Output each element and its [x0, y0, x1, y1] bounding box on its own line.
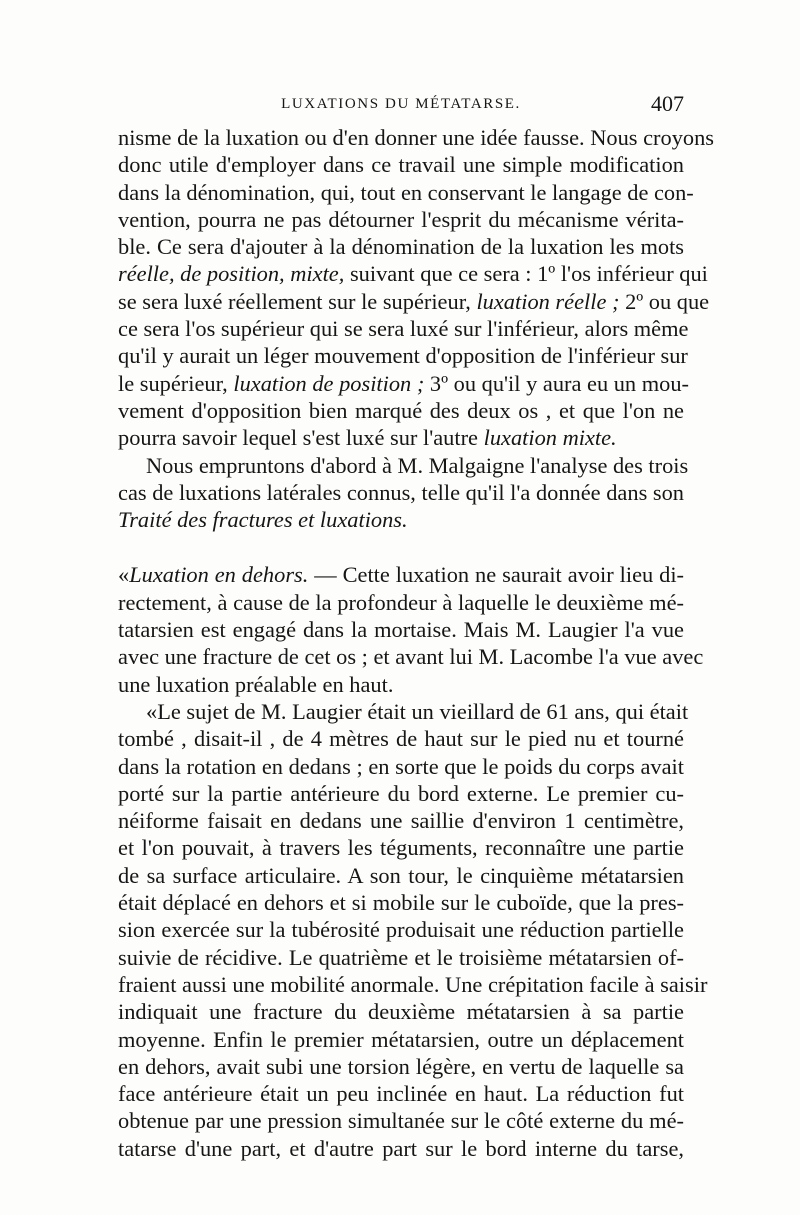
text-line — [118, 671, 684, 698]
text-run: pourra savoir lequel s'est luxé sur l'autre — [118, 425, 484, 451]
text-run: de sa surface articulaire. A son tour, le cinquième métatarsien — [118, 862, 684, 888]
text-run: suivant que ce sera : 1º l'os inférieur qui — [344, 261, 708, 287]
text-run: ble. Ce sera d'ajouter à la dénomination de la luxation les mots — [118, 234, 684, 260]
paragraph-gap — [118, 533, 684, 561]
text-run: se sera luxé réellement sur le supérieur, — [118, 288, 477, 314]
italic-text: Luxation en dehors. — [129, 562, 309, 588]
text-line — [118, 397, 684, 424]
text-line — [118, 179, 694, 206]
text-line — [118, 260, 708, 287]
text-line — [118, 342, 688, 369]
text-line — [118, 1135, 684, 1162]
text-line — [118, 753, 684, 780]
text-run: en dehors, avait subi une torsion légère, en vertu de laquelle sa — [118, 1053, 684, 1079]
text-line — [118, 370, 689, 397]
text-line — [118, 1107, 684, 1134]
text-run: dans la rotation en dedans ; en sorte que le poids du corps avait — [118, 753, 684, 779]
text-run: face antérieure était un peu inclinée en haut. La réduction fut — [118, 1081, 684, 1107]
text-line — [118, 807, 684, 834]
italic-text: luxation mixte. — [483, 425, 617, 451]
text-line — [118, 643, 704, 670]
text-line — [118, 479, 684, 506]
text-run: sion exercée sur la tubérosité produisait une réduction partielle — [118, 917, 684, 943]
text-run: suivie de récidive. Le quatrième et le troisième métatarsien of- — [118, 944, 684, 970]
text-run: une luxation préalable en haut. — [118, 671, 394, 697]
text-run: «Le sujet de M. Laugier était un vieillard de 61 ans, qui était — [146, 698, 689, 724]
text-line — [118, 124, 714, 151]
text-line — [118, 452, 689, 479]
text-line — [118, 206, 684, 233]
text-line — [118, 834, 684, 861]
text-run: vention, pourra ne pas détourner l'esprit du mécanisme vérita- — [118, 206, 684, 232]
paragraph — [118, 452, 689, 534]
page-number: 407 — [651, 91, 684, 116]
text-run: donc utile d'employer dans ce travail une simple modification — [118, 152, 684, 178]
text-line — [118, 916, 684, 943]
text-line — [118, 725, 684, 752]
text-run: obtenue par une pression simultanée sur le côté externe du mé- — [118, 1108, 684, 1134]
text-line — [118, 561, 684, 588]
italic-text: réelle, de position, mixte, — [118, 261, 345, 287]
text-run: fraient aussi une mobilité anormale. Une crépitation facile à saisir — [118, 971, 708, 997]
text-run: qu'il y aurait un léger mouvement d'opposition de l'inférieur sur — [118, 343, 688, 369]
text-run: avec une fracture de cet os ; et avant lui M. Lacombe l'a vue avec — [118, 644, 704, 670]
text-line — [118, 889, 684, 916]
text-line — [118, 1053, 684, 1080]
running-head — [118, 92, 684, 116]
text-line — [118, 315, 689, 342]
text-line — [118, 288, 710, 315]
text-line — [118, 506, 684, 533]
text-line — [118, 151, 684, 178]
text-line — [118, 944, 684, 971]
text-run: cas de luxations latérales connus, telle qu'il l'a donnée dans son — [118, 479, 684, 505]
text-line — [118, 233, 684, 260]
text-run: dans la dénomination, qui, tout en conservant le langage de con- — [118, 179, 694, 205]
text-run: Nous empruntons d'abord à M. Malgaigne l'analyse des trois — [146, 452, 689, 478]
text-line — [118, 1026, 684, 1053]
text-run: vement d'opposition bien marqué des deux os , et que l'on ne — [118, 397, 684, 423]
paragraph — [118, 561, 704, 697]
text-run: tatarsien est engagé dans la mortaise. Mais M. Laugier l'a vue — [118, 617, 684, 643]
text-run: 3º ou qu'il y aura eu un mou- — [424, 370, 689, 396]
italic-text: luxation de position ; — [233, 370, 425, 396]
text-line — [118, 862, 684, 889]
text-run: nisme de la luxation ou d'en donner une idée fausse. Nous croyons — [118, 125, 714, 150]
text-run: indiquait une fracture du deuxième métatarsien à sa partie — [118, 999, 684, 1025]
text-run: était déplacé en dehors et si mobile sur le cuboïde, que la pres- — [118, 890, 684, 916]
text-run: « — [118, 562, 130, 588]
text-run: rectement, à cause de la profondeur à laquelle le deuxième mé- — [118, 589, 684, 615]
text-run: porté sur la partie antérieure du bord externe. Le premier cu- — [118, 780, 684, 806]
paragraph — [118, 124, 714, 452]
text-run: et l'on pouvait, à travers les téguments, reconnaître une partie — [118, 835, 684, 861]
text-run: le supérieur, — [118, 370, 234, 396]
running-title: LUXATIONS DU MÉTATARSE. — [281, 96, 521, 112]
text-line — [118, 971, 708, 998]
italic-text: luxation réelle ; — [476, 288, 620, 314]
text-line — [118, 616, 684, 643]
text-line — [118, 698, 689, 725]
text-line — [118, 589, 684, 616]
text-line — [118, 424, 684, 451]
text-run: tombé , disait-il , de 4 mètres de haut sur le pied nu et tourné — [118, 726, 684, 752]
paragraph — [118, 698, 708, 1162]
text-line — [118, 780, 684, 807]
text-run: — Cette luxation ne saurait avoir lieu di- — [308, 562, 684, 588]
text-line — [118, 1080, 684, 1107]
text-line — [118, 998, 684, 1025]
text-run: moyenne. Enfin le premier métatarsien, outre un déplacement — [118, 1026, 684, 1052]
text-run: ce sera l'os supérieur qui se sera luxé sur l'inférieur, alors même — [118, 316, 689, 342]
text-run: 2º ou que — [619, 288, 710, 314]
text-run: tatarse d'une part, et d'autre part sur le bord interne du tarse, — [118, 1135, 684, 1161]
text-run: néiforme faisait en dedans une saillie d'environ 1 centimètre, — [118, 808, 684, 834]
body-text — [118, 124, 714, 1162]
italic-text: Traité des fractures et luxations. — [118, 507, 408, 533]
